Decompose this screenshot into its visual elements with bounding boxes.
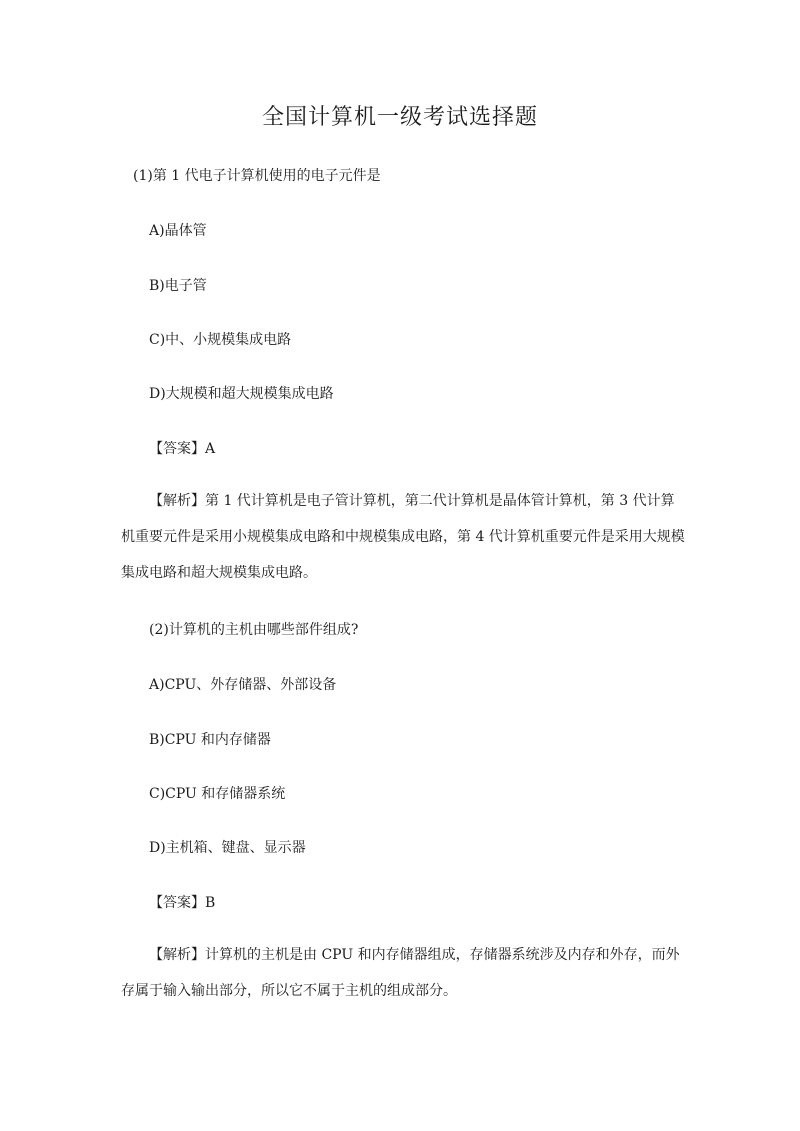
question-1-option-a: A)晶体管 <box>149 223 207 239</box>
question-2-option-b: B)CPU 和内存储器 <box>149 732 271 748</box>
document-title: 全国计算机一级考试选择题 <box>261 105 538 130</box>
question-1-answer: 【答案】A <box>149 441 216 457</box>
question-2-option-c: C)CPU 和存储器系统 <box>149 786 286 802</box>
question-2-stem: (2)计算机的主机由哪些部件组成? <box>149 622 359 638</box>
question-1-option-b: B)电子管 <box>149 278 207 294</box>
question-2-option-a: A)CPU、外存储器、外部设备 <box>149 677 337 693</box>
question-2-analysis: 【解析】计算机的主机是由 CPU 和内存储器组成，存储器系统涉及内存和外存，而外存属于输入输出部分，所以它不属于主机的组成部分。 <box>121 947 680 999</box>
question-2-option-d: D)主机箱、键盘、显示器 <box>149 840 306 856</box>
question-1-option-c: C)中、小规模集成电路 <box>149 332 292 348</box>
question-1-option-d: D)大规模和超大规模集成电路 <box>149 386 334 402</box>
question-1-stem: (1)第 1 代电子计算机使用的电子元件是 <box>133 168 381 184</box>
question-2-answer: 【答案】B <box>149 895 216 911</box>
question-1-analysis: 【解析】第 1 代计算机是电子管计算机，第二代计算机是晶体管计算机，第 3 代计算机重要元件是采用小规模集成电路和中规模集成电路，第 4 代计算机重要元件是采用大规模集成电路和超大规模集成电路。 <box>121 493 685 581</box>
